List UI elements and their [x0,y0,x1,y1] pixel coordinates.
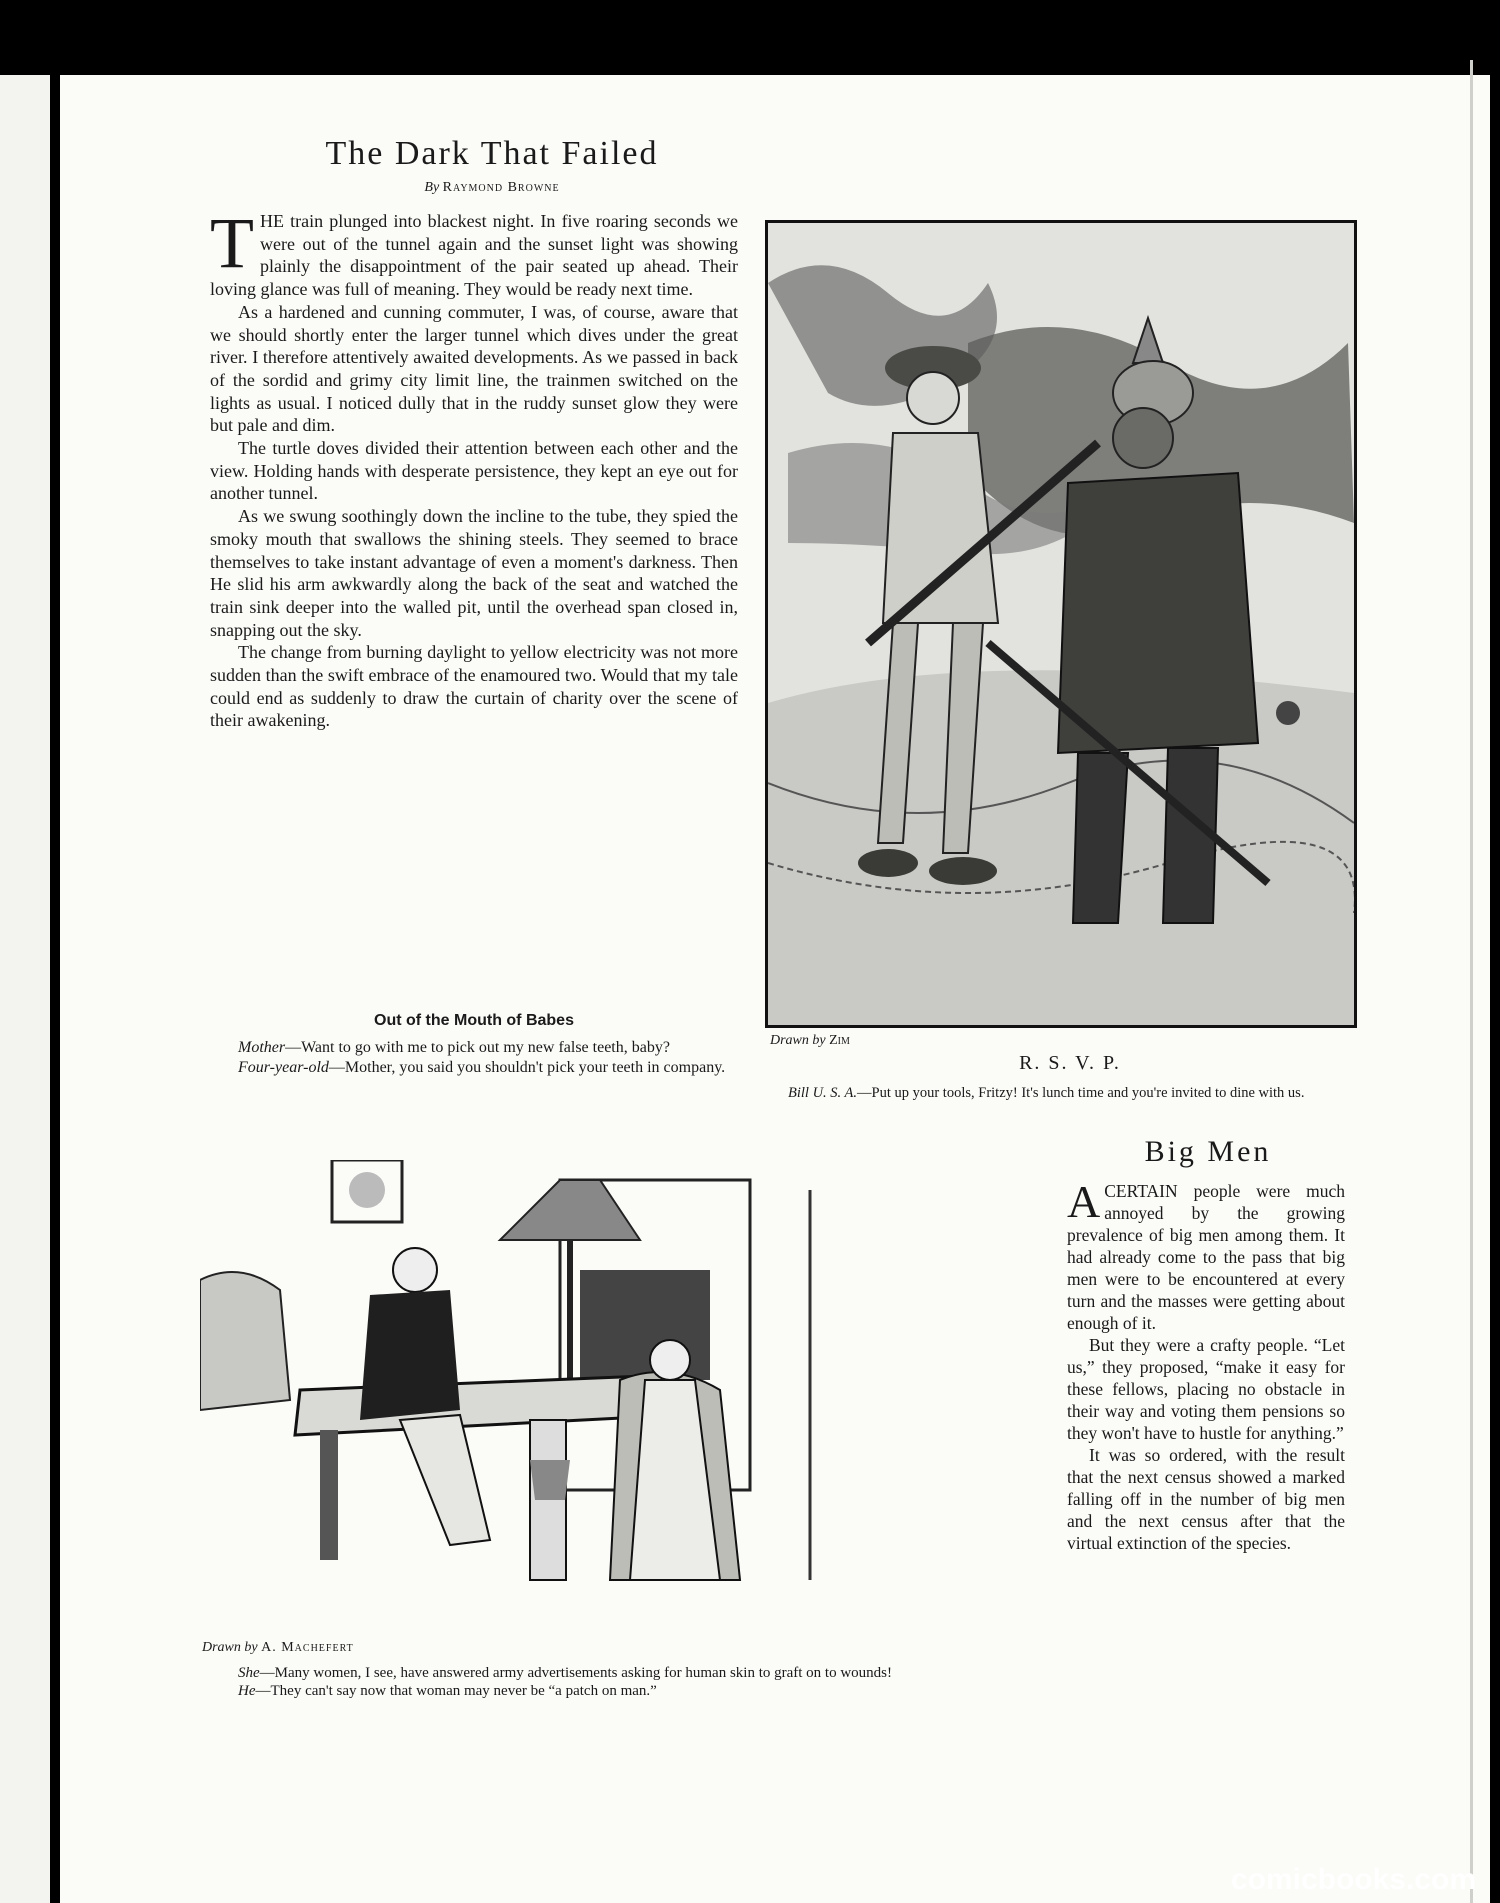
bigmen-title: Big Men [1144,1135,1272,1168]
article-title: The Dark That Failed [325,135,659,172]
bigmen-paragraph-2: But they were a crafty people. “Let us,” they proposed, “make it easy for these fellows, placing no obstacle in their way and voting them pensions so they won't have to hustle for anything.” [1067,1335,1345,1443]
caption-speaker: Bill U. S. A. [788,1085,858,1101]
parlor-cartoon-drawing [200,1160,1020,1630]
page-edge [1470,60,1473,1903]
article-byline [212,180,772,196]
article-paragraph-4: As we swung soothingly down the incline to the tube, they spied the smoky mouth that swallows the shining steels. They seemed to brace themselves to take instant advantage of even a moment's darkness. Then He slid his arm awkwardly along the back of the seat and watched the train sink deeper into the walled pit, until the overhead span closed in, snapping out the sky. [210,506,738,640]
paragraph-text: HE train plunged into blackest night. In five roaring seconds we were out of the tunnel again and the sunset light was showing plainly the disappointment of the pair seated up ahead. Their loving glance was full of meaning. They would be ready next time. [210,211,738,300]
article-paragraph-2: As a hardened and cunning commuter, I was, of course, aware that we should shortly enter the larger tunnel which dives under the great river. I therefore attentively awaited developments. As we passed in back of the sordid and grimy city limit line, the trainmen switched on the lights as usual. I noticed dully that in the ruddy sunset glow they were but pale and dim. [210,301,738,436]
bigmen-body [1067,1176,1345,1554]
site-watermark: comicbooks.com [1230,1863,1476,1896]
caption-text: —They can't say now that woman may never be “a patch on man.” [255,1683,657,1699]
line-text: —Want to go with me to pick out my new false teeth, baby? [285,1039,670,1056]
bigmen-paragraph-3: It was so ordered, with the result that the next census showed a marked falling off in the number of big men and the next census after that the virtual extinction of the species. [1067,1445,1345,1553]
cartoon1-credit [770,1033,850,1049]
cartoon1-title: R. S. V. P. [1019,1052,1121,1074]
drop-cap: A [1067,1176,1101,1227]
credit-name: A. Machefert [261,1640,354,1655]
caption-speaker: She [238,1665,260,1681]
credit-prefix: Drawn by [770,1033,826,1048]
article-paragraph-3: The turtle doves divided their attention between each other and the view. Holding hands with desperate persistence, they kept an eye out for another tunnel. [210,438,738,504]
caption-text: —Many women, I see, have answered army advertisements asking for human skin to graft on to wounds! [259,1665,893,1681]
article-paragraph-5: The change from burning daylight to yellow electricity was not more sudden than the swift embrace of the enamoured two. Would that my tale could end as suddenly to draw the curtain of charity over the scene of their awakening. [210,642,738,731]
line-text: —Mother, you said you shouldn't pick your teeth in company. [328,1059,726,1076]
parlor-cartoon-illustration [200,1160,1020,1630]
previous-page-strip [0,75,50,1903]
caption-line-she [210,1664,1020,1682]
byline-name: Raymond Browne [442,180,560,195]
article-paragraph-1 [210,203,738,301]
cartoon2-credit [202,1640,354,1656]
babes-line-2 [210,1058,738,1078]
caption-speaker: He [238,1683,256,1699]
babes-line-1 [210,1038,738,1058]
credit-name: Zim [829,1033,850,1048]
caption-line-he [210,1682,1020,1700]
article-body [210,203,738,732]
speaker: Four-year-old [238,1059,329,1076]
paragraph-text: people were much annoyed by the growing prevalence of big men among them. It had already come to the pass that big men were to be encountered at every turn and the masses were getting about enough of it. [1067,1181,1345,1333]
bigmen-paragraph-1 [1067,1176,1345,1334]
babes-heading: Out of the Mouth of Babes [374,1012,574,1029]
soldiers-cartoon-drawing [768,223,1354,1025]
caption-text: —Put up your tools, Fritzy! It's lunch time and you're invited to dine with us. [857,1085,1305,1101]
speaker: Mother [238,1039,286,1056]
cartoon1-caption [768,1085,1350,1102]
soldiers-cartoon-illustration [765,220,1357,1028]
byline-prefix: By [424,180,440,195]
cartoon2-caption [210,1664,1020,1700]
credit-prefix: Drawn by [202,1640,258,1655]
lead-word: CERTAIN [1104,1181,1178,1201]
babes-dialogue [210,1038,738,1078]
drop-cap: T [210,203,254,283]
